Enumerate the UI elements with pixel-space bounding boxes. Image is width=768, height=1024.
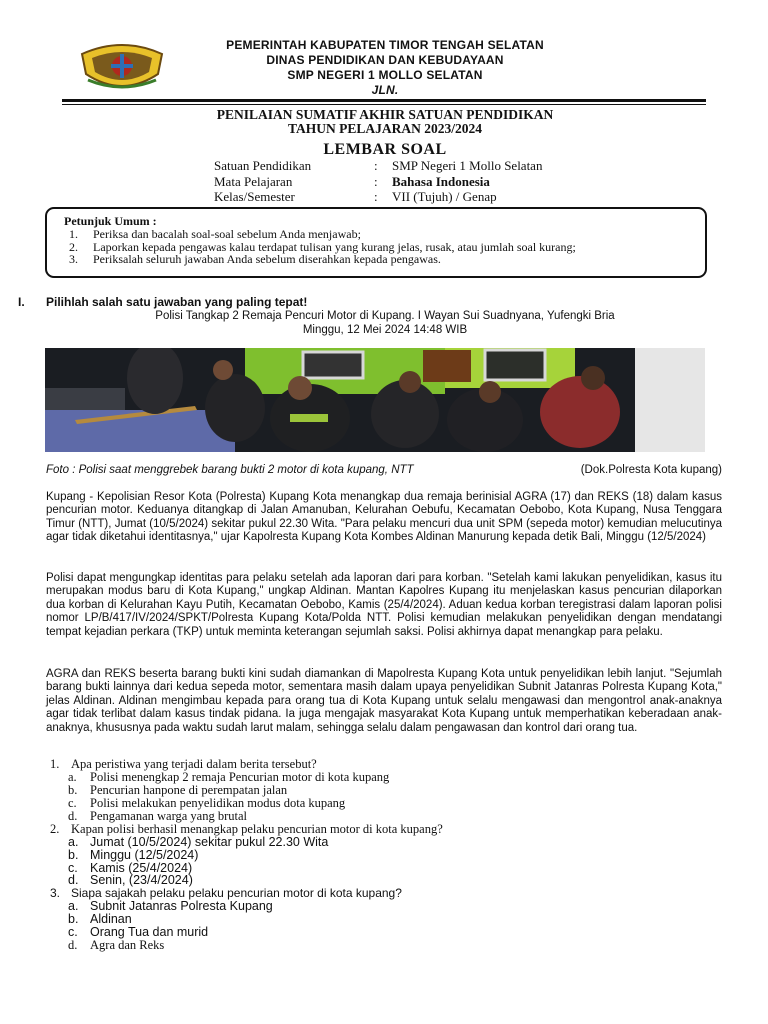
news-paragraph: Polisi dapat mengungkap identitas para pelaku setelah ada laporan dari para korban. "Setelah kami lakukan penyelidikan, kasus itu merupakan modus baru di Kota Kupang," ungkap Aldinan. Mantan Kapolres Kupang itu menjelaskan kasus pencurian dilaporkan dua korban di Kelurahan Kayu Putih, Kecamatan Oebobo, Kamis (25/4/2024). Aduan kedua korban teregistrasi dalam laporan polisi nomor LP/B/417/IV/2024/SPKT/Polresta Kupang Kota/Polda NTT. Polisi kemudian melakukan penyelidikan dengan mendatangi tempat kejadian perkara (TKP) untuk meminta keterangan sejumlah saksi. Polisi akhirnya dapat menangkap para pelaku. — [46, 572, 722, 638]
sheet-title: LEMBAR SOAL — [323, 141, 447, 158]
header-department-line: DINAS PENDIDIKAN DAN KEBUDAYAAN — [266, 53, 504, 67]
section-number: I. — [18, 295, 25, 309]
answer-option[interactable]: d. Agra dan Reks — [68, 938, 165, 952]
section-title: Pilihlah salah satu jawaban yang paling tepat! — [46, 295, 308, 309]
exam-year: TAHUN PELAJARAN 2023/2024 — [287, 121, 482, 136]
instructions-title: Petunjuk Umum : — [64, 214, 157, 228]
answer-option[interactable]: d. Senin, (23/4/2024) — [68, 873, 193, 887]
news-paragraph: Kupang - Kepolisian Resor Kota (Polresta) Kupang Kota menangkap dua remaja berinisial AGRA (17) dan REKS (18) dalam kasus pencurian motor. Keduanya ditangkap di Jalan Amanuban, Kelurahan Oebufu, Kecamatan Oebobo, Kota Kupang, Nusa Tenggara Timur (NTT), Jumat (10/5/2024) sekitar pukul 22.30 Wita. "Para pelaku mencuri dua unit SPM (sepeda motor) kemudian melucutinya agar tidak diketahui identitasnya," ujar Kapolresta Kupang Kota Kombes Aldinan Manurung kepada detik Bali, Minggu (12/5/2024) — [46, 491, 722, 544]
answer-option[interactable]: c. Orang Tua dan murid — [68, 925, 209, 939]
answer-option[interactable]: c. Kamis (25/4/2024) — [68, 861, 193, 875]
news-headline: Polisi Tangkap 2 Remaja Pencuri Motor di Kupang. I Wayan Sui Suadnyana, Yufengki Bria — [155, 310, 615, 322]
header-divider-thick — [62, 99, 706, 102]
answer-option[interactable]: a. Jumat (10/5/2024) sekitar pukul 22.30 Wita — [68, 835, 329, 849]
question-item: 2. Kapan polisi berhasil menangkap pelaku pencurian motor di kota kupang? — [50, 822, 443, 836]
question-item: 1. Apa peristiwa yang terjadi dalam berita tersebut? — [50, 757, 317, 771]
photo-caption — [46, 464, 722, 476]
instruction-item: 3. Periksalah seluruh jawaban Anda sebelum diserahkan kepada pengawas. — [69, 252, 441, 266]
header-school-line: SMP NEGERI 1 MOLLO SELATAN — [287, 68, 483, 82]
info-colon: : — [374, 174, 378, 189]
instruction-item: 1. Periksa dan bacalah soal-soal sebelum Anda menjawab; — [69, 227, 361, 241]
header-government-line: PEMERINTAH KABUPATEN TIMOR TENGAH SELATAN — [226, 38, 544, 52]
answer-option[interactable]: b. Aldinan — [68, 912, 132, 926]
answer-option[interactable]: a. Subnit Jatanras Polresta Kupang — [68, 899, 273, 913]
exam-title: PENILAIAN SUMATIF AKHIR SATUAN PENDIDIKAN — [216, 107, 554, 122]
header-divider-thin — [62, 104, 706, 105]
instructions-box — [45, 207, 707, 278]
info-key: Mata Pelajaran — [214, 174, 293, 189]
caption-source: (Dok.Polresta Kota kupang) — [580, 464, 722, 476]
news-date: Minggu, 12 Mei 2024 14:48 WIB — [302, 324, 468, 336]
info-colon: : — [374, 158, 378, 173]
answer-option[interactable]: d. Pengamanan warga yang brutal — [68, 809, 248, 823]
info-key: Kelas/Semester — [214, 189, 295, 204]
caption-text: Foto : Polisi saat menggrebek barang bukti 2 motor di kota kupang, NTT — [46, 464, 414, 476]
info-value: Bahasa Indonesia — [392, 174, 490, 189]
header-address-line: JLN. — [371, 83, 399, 97]
news-paragraph: AGRA dan REKS beserta barang bukti kini sudah diamankan di Mapolresta Kupang Kota untuk penyelidikan lebih lanjut. "Sejumlah barang bukti lainnya dari kedua sepeda motor, sementara masih dalam upaya penyelidikan Subnit Jatanras Polresta Kupang Kota," jelas Aldinan. Aldinan mengimbau kepada para orang tua di Kota Kupang untuk selalu mengawasi dan mengontrol anak-anaknya agar tidak terlibat dalam kasus tindak pidana. Ia juga mengajak masyarakat Kota Kupang untuk memperhatikan keberadaan anak-anaknya, khususnya pada waktu sudah larut malam, sehingga selalu dalam pengawasan dan kontrol dari orang tua. — [46, 668, 722, 734]
question-item: 3. Siapa sajakah pelaku pelaku pencurian motor di kota kupang? — [50, 886, 402, 900]
info-value: SMP Negeri 1 Mollo Selatan — [392, 158, 543, 173]
instruction-item: 2. Laporkan kepada pengawas kalau terdapat tulisan yang kurang jelas, rusak, atau jumlah soal kurang; — [69, 240, 576, 254]
answer-option[interactable]: c. Polisi melakukan penyelidikan modus dota kupang — [68, 796, 346, 810]
info-key: Satuan Pendidikan — [214, 158, 312, 173]
news-photo — [45, 348, 705, 452]
answer-option[interactable]: a. Polisi menengkap 2 remaja Pencurian motor di kota kupang — [68, 770, 390, 784]
info-colon: : — [374, 189, 378, 204]
answer-option[interactable]: b. Pencurian hanpone di perempatan jalan — [68, 783, 288, 797]
info-value: VII (Tujuh) / Genap — [392, 189, 497, 204]
answer-option[interactable]: b. Minggu (12/5/2024) — [68, 848, 199, 862]
